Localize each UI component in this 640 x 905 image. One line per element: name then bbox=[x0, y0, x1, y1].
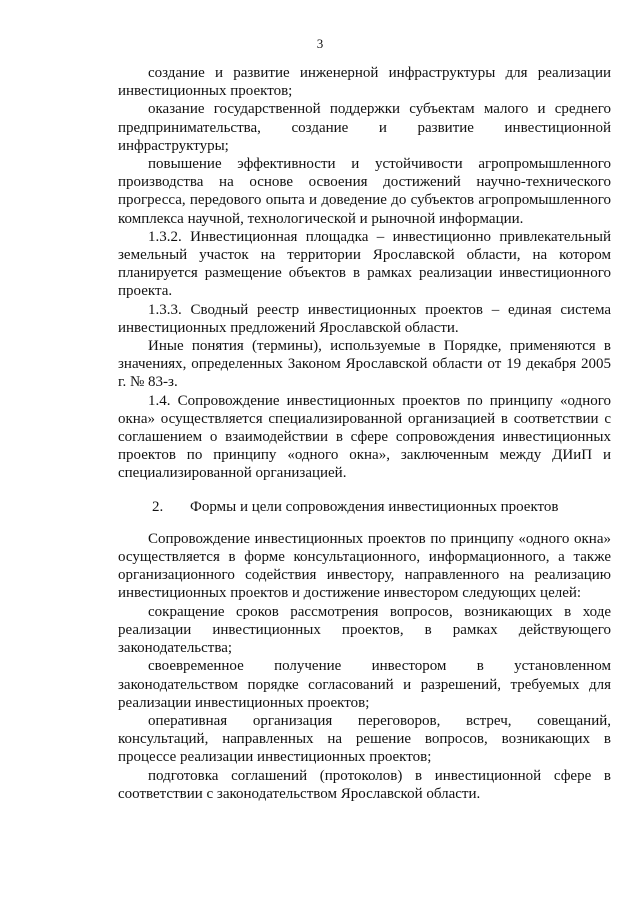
paragraph-other-terms: Иные понятия (термины), используемые в Порядке, применяются в значениях, определенных Законом Ярославской области от 19 декабря 2005 г. № 83-з. bbox=[118, 338, 611, 391]
page-number: 3 bbox=[316, 36, 324, 51]
section-heading-2 bbox=[118, 498, 611, 516]
paragraph-state-support: оказание государственной поддержки субъектам малого и среднего предпринимательства, создание и развитие инвестиционной инфраструктуры; bbox=[118, 101, 611, 154]
document-body bbox=[118, 64, 611, 803]
paragraph-support-forms: Сопровождение инвестиционных проектов по принципу «одного окна» осуществляется в форме консультационного, информационного, а также организационного содействия инвестору, направленного на реализацию инвестиционных проектов и достижение инвестором следующих целей: bbox=[118, 530, 611, 602]
paragraph-agro-efficiency: повышение эффективности и устойчивости агропромышленного производства на основе освоения достижений научно-технического прогресса, передового опыта и доведение до субъектов агропромышленного комплекса научной, технологической и рыночной информации. bbox=[118, 156, 611, 227]
paragraph-goal-approvals: своевременное получение инвестором в установленном законодательством порядке согласований и разрешений, требуемых для реализации инвестиционных проектов; bbox=[118, 658, 611, 711]
paragraph-1-3-2: 1.3.2. Инвестиционная площадка – инвестиционно привлекательный земельный участок на территории Ярославской области, на котором планируется размещение объектов в рамках реализации инвестиционного проекта. bbox=[118, 228, 611, 300]
paragraph-goal-agreements: подготовка соглашений (протоколов) в инвестиционной сфере в соответствии с законодательством Ярославской области. bbox=[118, 767, 611, 802]
paragraph-goal-meetings: оперативная организация переговоров, встреч, совещаний, консультаций, направленных на решение вопросов, возникающих в процессе реализации инвестиционных проектов; bbox=[118, 712, 611, 766]
paragraph-infrastructure: создание и развитие инженерной инфраструктуры для реализации инвестиционных проектов; bbox=[118, 65, 611, 100]
section-number: 2. bbox=[152, 498, 164, 515]
paragraph-1-3-3: 1.3.3. Сводный реестр инвестиционных проектов – единая система инвестиционных предложений Ярославской области. bbox=[118, 301, 611, 336]
paragraph-goal-reduce-time: сокращение сроков рассмотрения вопросов, возникающих в ходе реализации инвестиционных проектов, в рамках действующего законодательства; bbox=[118, 603, 611, 657]
section-title: Формы и цели сопровождения инвестиционных проектов bbox=[190, 498, 559, 515]
paragraph-1-4: 1.4. Сопровождение инвестиционных проектов по принципу «одного окна» осуществляется специализированной организацией в соответствии с соглашением о взаимодействии в сфере сопровождения инвестиционных проектов по принципу «одного окна», заключенным между ДИиП и специализированной организацией. bbox=[118, 392, 611, 482]
